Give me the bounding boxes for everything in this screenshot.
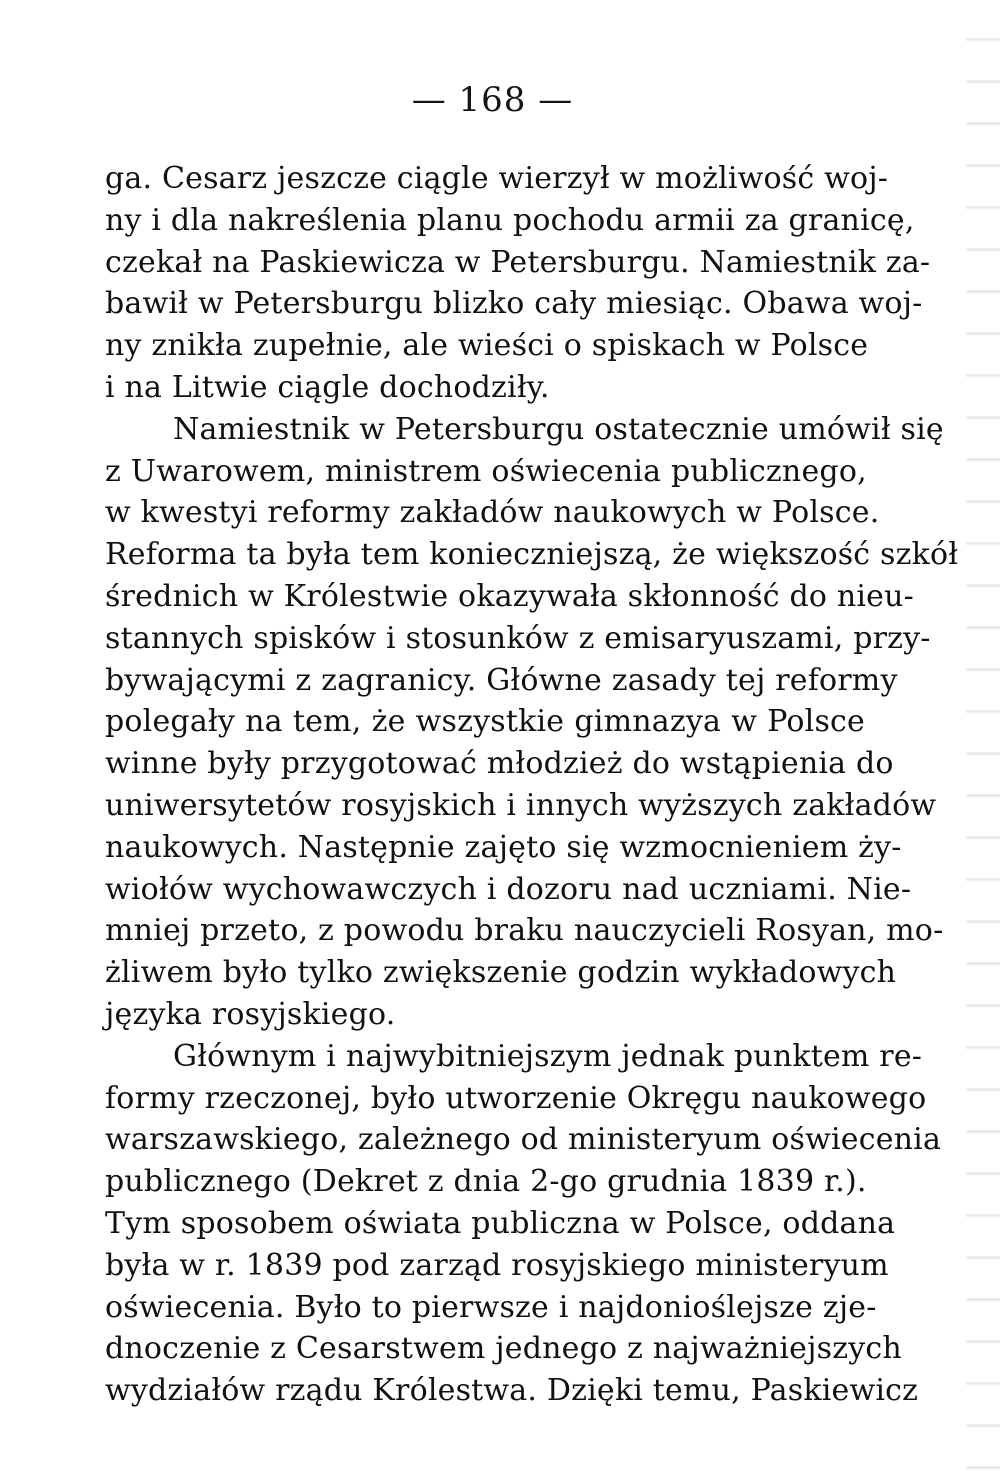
text-line: mniej przeto, z powodu braku nauczycieli Rosyan, mo- (105, 913, 944, 949)
body-text (105, 158, 959, 1412)
text-line: żliwem było tylko zwiększenie godzin wykładowych (105, 955, 897, 991)
text-line: winne były przygotować młodzież do wstąpienia do (105, 746, 894, 782)
text-line: oświecenia. Było to pierwsze i najdonioślejsze zje- (105, 1289, 877, 1325)
text-line: bawił w Petersburgu blizko cały miesiąc. Obawa woj- (105, 286, 923, 322)
text-line: czekał na Paskiewicza w Petersburgu. Namiestnik za- (105, 244, 931, 280)
text-line: stannych spisków i stosunków z emisaryuszami, przy- (105, 620, 931, 656)
text-line: Reforma ta była tem konieczniejszą, że większość szkół (105, 537, 959, 573)
text-line: naukowych. Następnie zajęto się wzmocnieniem ży- (105, 829, 902, 865)
text-line: bywającymi z zagranicy. Główne zasady tej reformy (105, 662, 898, 698)
page-number: — 168 — (411, 80, 574, 120)
paragraph-start-line: Głównym i najwybitniejszym jednak punktem re- (173, 1038, 923, 1074)
text-line: z Uwarowem, ministrem oświecenia publicznego, (105, 453, 867, 489)
text-line: polegały na tem, że wszystkie gimnazya w Polsce (105, 704, 865, 740)
scan-edge-artifact (966, 0, 1000, 1471)
text-line: i na Litwie ciągle dochodziły. (105, 369, 550, 405)
text-line: ny i dla nakreślenia planu pochodu armii za granicę, (105, 202, 915, 238)
text-line: dnoczenie z Cesarstwem jednego z najważniejszych (105, 1331, 902, 1367)
text-line: ga. Cesarz jeszcze ciągle wierzył w możliwość woj- (105, 161, 889, 196)
text-line: ny znikła zupełnie, ale wieści o spiskach w Polsce (105, 328, 869, 364)
text-line: języka rosyjskiego. (105, 996, 396, 1032)
text-line: była w r. 1839 pod zarząd rosyjskiego ministeryum (105, 1247, 889, 1283)
text-line: średnich w Królestwie okazywała skłonność do nieu- (105, 578, 914, 614)
text-line: formy rzeczonej, było utworzenie Okręgu naukowego (105, 1080, 927, 1116)
paragraph-start-line: Namiestnik w Petersburgu ostatecznie umówił się (173, 411, 944, 447)
text-line: wiołów wychowawczych i dozoru nad uczniami. Nie- (105, 871, 912, 907)
text-line: publicznego (Dekret z dnia 2-go grudnia 1839 r.). (105, 1164, 867, 1200)
text-line: w kwestyi reformy zakładów naukowych w Polsce. (105, 495, 880, 531)
text-line: uniwersytetów rosyjskich i innych wyższych zakładów (105, 787, 937, 823)
text-line: Tym sposobem oświata publiczna w Polsce, oddana (105, 1205, 896, 1241)
text-line: warszawskiego, zależnego od ministeryum oświecenia (105, 1122, 942, 1158)
text-line: wydziałów rządu Królestwa. Dzięki temu, Paskiewicz (105, 1373, 919, 1409)
